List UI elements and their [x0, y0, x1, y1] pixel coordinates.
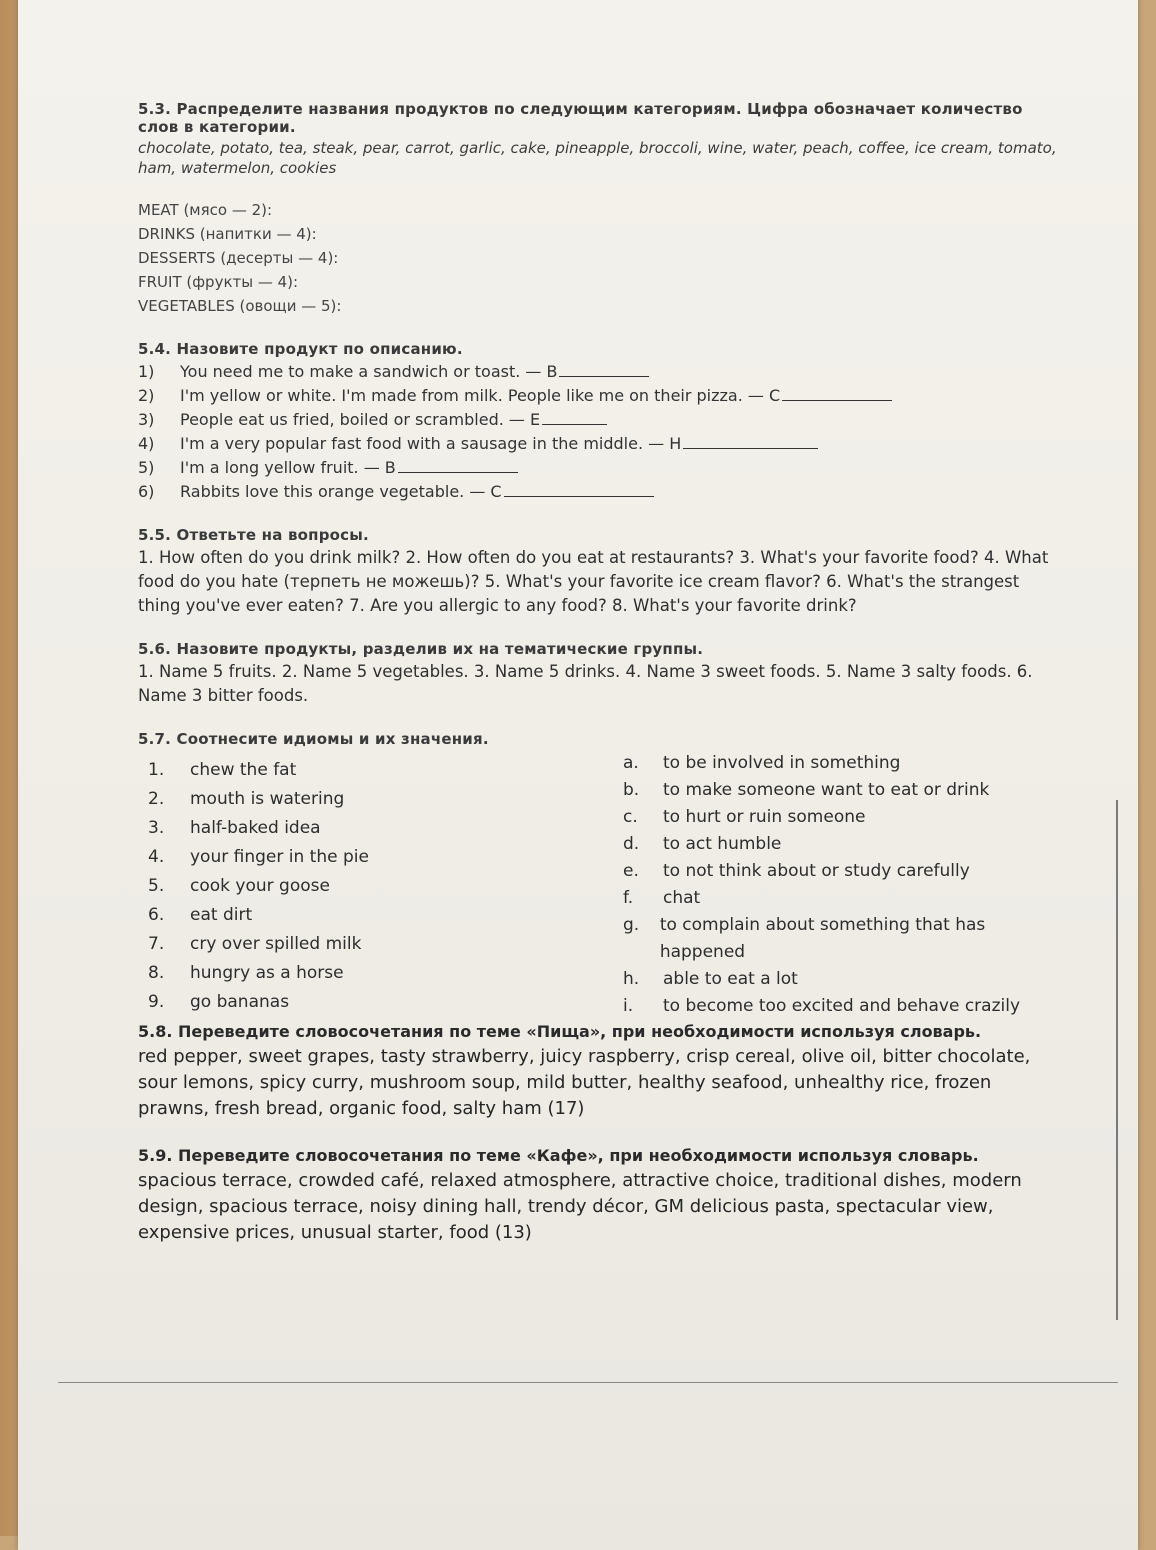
- task-5-7-title: 5.7. Соотнесите идиомы и их значения.: [138, 730, 489, 748]
- meaning-text: to hurt or ruin someone: [663, 807, 866, 827]
- meaning-item: [623, 750, 1043, 777]
- idiom-item: [148, 756, 448, 785]
- idiom-number: 6.: [148, 905, 165, 925]
- description-item: [138, 432, 1058, 456]
- answer-blank[interactable]: [683, 432, 818, 449]
- frame-line: [1116, 800, 1118, 1320]
- description-item: [138, 384, 1058, 408]
- idiom-number: 3.: [148, 818, 165, 838]
- idiom-number: 4.: [148, 847, 165, 867]
- description-item: [138, 480, 1058, 504]
- idiom-item: [148, 785, 448, 814]
- meaning-item: [623, 912, 1043, 966]
- meaning-letter: f.: [623, 888, 634, 908]
- item-text: Rabbits love this orange vegetable. — C: [180, 482, 502, 501]
- meaning-letter: a.: [623, 753, 639, 773]
- item-number: 6): [138, 482, 155, 501]
- meaning-item: [623, 831, 1043, 858]
- answer-blank[interactable]: [782, 384, 892, 401]
- task-5-5: [138, 526, 1058, 618]
- idiom-item: [148, 814, 448, 843]
- item-text: I'm yellow or white. I'm made from milk. People like me on their pizza. — C: [180, 386, 781, 405]
- task-5-4: [138, 340, 1058, 504]
- meaning-item: [623, 966, 1043, 993]
- idiom-item: [148, 930, 448, 959]
- meaning-text: to make someone want to eat or drink: [663, 780, 990, 800]
- item-text: I'm a very popular fast food with a sausage in the middle. — H: [180, 434, 682, 453]
- task-5-6-text: 1. Name 5 fruits. 2. Name 5 vegetables. 3. Name 5 drinks. 4. Name 3 sweet foods. 5. Name 3 salty foods. 6. Name 3 bitter foods.: [138, 662, 1033, 705]
- idiom-item: [148, 901, 448, 930]
- item-number: 2): [138, 386, 155, 405]
- idiom-item: [148, 843, 448, 872]
- description-item: [138, 456, 1058, 480]
- item-text: You need me to make a sandwich or toast. — B: [180, 362, 558, 381]
- category-desserts: DESSERTS (десерты — 4):: [138, 249, 339, 267]
- idiom-text: eat dirt: [190, 905, 253, 925]
- idiom-number: 1.: [148, 760, 165, 780]
- meaning-text: able to eat a lot: [663, 969, 798, 989]
- description-item: [138, 408, 1058, 432]
- item-number: 1): [138, 362, 155, 381]
- task-5-4-title: 5.4. Назовите продукт по описанию.: [138, 340, 463, 358]
- idiom-text: cook your goose: [190, 876, 330, 896]
- category-fruit: FRUIT (фрукты — 4):: [138, 273, 299, 291]
- task-5-9-title: 5.9. Переведите словосочетания по теме «Кафе», при необходимости используя словарь.: [138, 1146, 979, 1165]
- item-text: I'm a long yellow fruit. — B: [180, 458, 396, 477]
- meaning-item: [623, 858, 1043, 885]
- description-item: [138, 360, 1058, 384]
- meaning-letter: i.: [623, 996, 634, 1016]
- item-number: 5): [138, 458, 155, 477]
- task-5-3-word-list: chocolate, potato, tea, steak, pear, carrot, garlic, cake, pineapple, broccoli, wine, water, peach, coffee, ice cream, tomato, ham, watermelon, cookies: [138, 139, 1057, 177]
- idiom-item: [148, 988, 448, 1017]
- task-5-8: [138, 1020, 1058, 1122]
- idiom-number: 5.: [148, 876, 165, 896]
- idiom-number: 7.: [148, 934, 165, 954]
- task-5-5-questions: 1. How often do you drink milk? 2. How often do you eat at restaurants? 3. What's your favorite food? 4. What food do you hate (терпеть не можешь)? 5. What's your favorite ice cream flavor? 6. What's the strangest thing you've ever eaten? 7. Are you allergic to any food? 8. What's your favorite drink?: [138, 548, 1049, 615]
- meaning-letter: b.: [623, 780, 640, 800]
- task-5-3: [138, 100, 1058, 318]
- task-5-3-title: 5.3. Распределите названия продуктов по следующим категориям. Цифра обозначает количество слов в категории.: [138, 100, 1023, 136]
- idiom-text: mouth is watering: [190, 789, 345, 809]
- idiom-item: [148, 872, 448, 901]
- task-5-7: [138, 730, 1058, 1016]
- task-5-5-title: 5.5. Ответьте на вопросы.: [138, 526, 369, 544]
- meaning-list: [623, 750, 1043, 1020]
- meaning-item: [623, 993, 1043, 1020]
- meaning-letter: e.: [623, 861, 639, 881]
- task-5-6: [138, 640, 1058, 708]
- meaning-text: to not think about or study carefully: [663, 861, 970, 881]
- category-drinks: DRINKS (напитки — 4):: [138, 225, 317, 243]
- answer-blank[interactable]: [398, 456, 518, 473]
- idiom-number: 8.: [148, 963, 165, 983]
- meaning-letter: c.: [623, 807, 638, 827]
- meaning-letter: g.: [623, 915, 640, 935]
- category-vegetables: VEGETABLES (овощи — 5):: [138, 297, 342, 315]
- idiom-text: your finger in the pie: [190, 847, 369, 867]
- idiom-list: [148, 756, 448, 1017]
- paper-sheet: [18, 0, 1138, 1550]
- idiom-text: go bananas: [190, 992, 290, 1012]
- idiom-number: 9.: [148, 992, 165, 1012]
- task-5-8-text: red pepper, sweet grapes, tasty strawberry, juicy raspberry, crisp cereal, olive oil, bitter chocolate, sour lemons, spicy curry, mushroom soup, mild butter, healthy seafood, unhealthy rice, frozen prawns, fresh bread, organic food, salty ham (17): [138, 1046, 1031, 1119]
- item-number: 4): [138, 434, 155, 453]
- task-5-6-title: 5.6. Назовите продукты, разделив их на тематические группы.: [138, 640, 704, 658]
- category-meat: MEAT (мясо — 2):: [138, 201, 273, 219]
- idiom-text: half-baked idea: [190, 818, 321, 838]
- meaning-text: to act humble: [663, 834, 782, 854]
- meaning-item: [623, 777, 1043, 804]
- answer-blank[interactable]: [559, 360, 649, 377]
- worksheet-content: [138, 100, 1058, 1268]
- task-5-9-text: spacious terrace, crowded café, relaxed atmosphere, attractive choice, traditional dishes, modern design, spacious terrace, noisy dining hall, trendy décor, GM delicious pasta, spectacular view, expensive prices, unusual starter, food (13): [138, 1170, 1022, 1243]
- meaning-item: [623, 804, 1043, 831]
- idiom-item: [148, 959, 448, 988]
- task-5-8-title: 5.8. Переведите словосочетания по теме «Пища», при необходимости используя словарь.: [138, 1022, 982, 1041]
- bottom-rule: [58, 1382, 1118, 1383]
- task-5-9: [138, 1144, 1058, 1246]
- meaning-letter: d.: [623, 834, 640, 854]
- idiom-number: 2.: [148, 789, 165, 809]
- idiom-text: chew the fat: [190, 760, 297, 780]
- meaning-item: [623, 885, 1043, 912]
- meaning-letter: h.: [623, 969, 640, 989]
- answer-blank[interactable]: [504, 480, 654, 497]
- meaning-text: to complain about something that has happened: [659, 915, 986, 962]
- meaning-text: to become too excited and behave crazily: [663, 996, 1021, 1016]
- meaning-text: chat: [663, 888, 701, 908]
- item-text: People eat us fried, boiled or scrambled. — E: [180, 410, 541, 429]
- idiom-text: cry over spilled milk: [190, 934, 362, 954]
- item-number: 3): [138, 410, 155, 429]
- category-list: [138, 198, 1058, 318]
- answer-blank[interactable]: [542, 408, 607, 425]
- idiom-text: hungry as a horse: [190, 963, 344, 983]
- meaning-text: to be involved in something: [663, 753, 901, 773]
